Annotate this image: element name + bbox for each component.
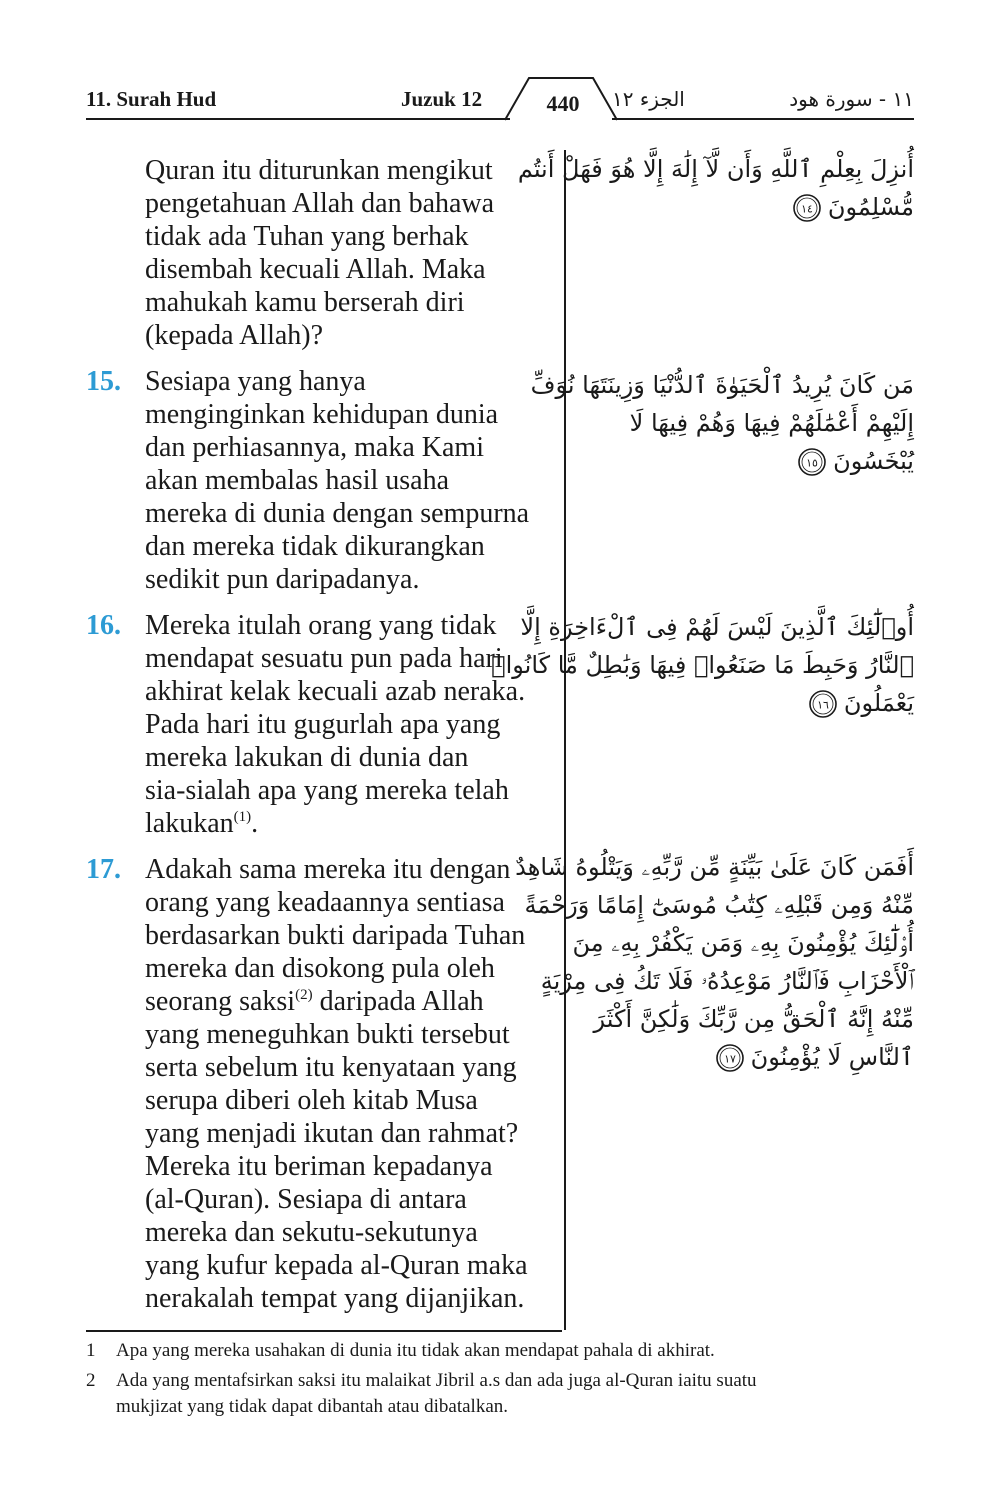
verse-number: 15.	[86, 366, 121, 397]
arabic-line: مِّنْهُ إِنَّهُ ٱلْحَقُّ مِن رَّبِّكَ وَلَٰكِنَّ أَكْثَرَ	[593, 1005, 914, 1033]
translation-line: dan mereka tidak dikurangkan	[145, 531, 485, 562]
ayah-number: ١٥	[806, 456, 819, 470]
translation-line: yang menjadi ikutan dan rahmat?	[145, 1118, 519, 1149]
arabic-line-text: ٱلنَّاسِ لَا يُؤْمِنُونَ	[750, 1043, 914, 1071]
translation-line: akan membalas hasil usaha	[145, 465, 450, 496]
ayah-number: ١٧	[723, 1052, 736, 1066]
ayah-end-marker-icon	[715, 1043, 745, 1073]
translation-line: serta sebelum itu kenyataan yang	[145, 1052, 517, 1083]
translation-text	[145, 154, 561, 352]
column-divider	[564, 150, 566, 1330]
arabic-line: مَن كَانَ يُرِيدُ ٱلْحَيَوٰةَ ٱلدُّنْيَا وَزِينَتَهَا نُوَفِّ	[530, 371, 914, 399]
footnote-1	[86, 1338, 916, 1364]
footnote-text	[116, 1338, 916, 1364]
translation-line: mereka di dunia dengan sempurna	[145, 498, 530, 529]
translation-block-16	[86, 609, 561, 840]
translation-line-with-footnote	[145, 985, 561, 1018]
translation-line: sedikit pun daripadanya.	[145, 564, 420, 595]
verse-number: 17.	[86, 854, 121, 885]
footnote-ref-1[interactable]: (1)	[233, 809, 252, 825]
verse-number: 16.	[86, 610, 121, 641]
translation-line: mahukah kamu berserah diri	[145, 287, 465, 318]
arabic-verse-17	[515, 848, 914, 1076]
translation-text	[145, 609, 561, 840]
translation-line: menginginkan kehidupan dunia	[145, 399, 499, 430]
translation-line: berdasarkan bukti daripada Tuhan	[145, 920, 526, 951]
page-number: 440	[546, 91, 580, 116]
arabic-verse-14	[517, 150, 914, 226]
translation-line: akhirat kelak kecuali azab neraka.	[145, 676, 526, 707]
arabic-line-text: مُّسْلِمُونَ	[827, 193, 914, 221]
translation-line: mereka lakukan di dunia dan	[145, 742, 469, 773]
translation-line: Mereka itu beriman kepadanya	[145, 1151, 493, 1182]
arabic-line-last	[590, 188, 914, 226]
arabic-line-text: يُبْخَسُونَ	[833, 447, 914, 475]
arabic-line: ٱلْأَحْزَابِ فَٱلنَّارُ مَوْعِدُهُۥ فَلَا تَكُ فِى مِرْيَةٍ	[540, 967, 914, 995]
translation-text	[145, 853, 561, 1315]
footnote-line: Ada yang mentafsirkan saksi itu malaikat Jibril a.s dan ada juga al-Quran iaitu suatu	[116, 1370, 757, 1391]
arabic-line-last	[590, 442, 914, 480]
translation-line: Sesiapa yang hanya	[145, 366, 366, 397]
ayah-end-marker-icon	[792, 193, 822, 223]
translation-line: mereka dan sekutu-sekutunya	[145, 1217, 478, 1248]
arabic-verse-15	[530, 366, 914, 480]
translation-line: Adakah sama mereka itu dengan	[145, 854, 511, 885]
translation-line-end: .	[251, 808, 259, 839]
translation-line: mereka dan disokong pula oleh	[145, 953, 495, 984]
header-rule-right	[612, 118, 914, 120]
translation-line: yang meneguhkan bukti tersebut	[145, 1019, 510, 1050]
ayah-end-marker-icon	[808, 689, 838, 719]
translation-line: dan perhiasannya, maka Kami	[145, 432, 484, 463]
translation-line-text: seorang saksi	[145, 986, 296, 1017]
translation-line: nerakalah tempat yang dijanjikan.	[145, 1283, 525, 1314]
arabic-line: ٱلنَّارُ وَحَبِطَ مَا صَنَعُوا۟ فِيهَا وَبَٰطِلٌ مَّا كَانُوا۟	[491, 651, 914, 679]
footnote-text	[116, 1368, 916, 1420]
footnote-line: mukjizat yang tidak dapat dibantah atau dibatalkan.	[116, 1396, 509, 1417]
arabic-line-last	[590, 1038, 914, 1076]
translation-text	[145, 365, 561, 596]
translation-line: disembah kecuali Allah. Maka	[145, 254, 486, 285]
footnote-line: Apa yang mereka usahakan di dunia itu tidak akan mendapat pahala di akhirat.	[116, 1340, 715, 1361]
translation-line-text: lakukan	[145, 808, 234, 839]
arabic-line-last	[590, 684, 914, 722]
translation-line: mendapat sesuatu pun pada hari	[145, 643, 503, 674]
ayah-end-marker-icon	[797, 447, 827, 477]
header-surah-title: 11. Surah Hud	[86, 87, 217, 111]
translation-line: tidak ada Tuhan yang berhak	[145, 221, 469, 252]
header-juz-arabic: الجزء ١٢	[612, 87, 685, 111]
footnote-ref-2[interactable]: (2)	[295, 987, 313, 1003]
translation-line-with-footnote	[145, 807, 561, 840]
header-surah-arabic: ١١ - سورة هود	[789, 87, 914, 111]
translation-line: serupa diberi oleh kitab Musa	[145, 1085, 478, 1116]
footnote-number: 1	[86, 1340, 96, 1361]
footnote-2	[86, 1368, 916, 1420]
header-juz-title: Juzuk 12	[401, 87, 483, 111]
arabic-line-text: يَعْمَلُونَ	[843, 689, 914, 717]
arabic-line: إِلَيْهِمْ أَعْمَٰلَهُمْ فِيهَا وَهُمْ فِيهَا لَا	[629, 409, 914, 437]
translation-line-text: daripada Allah	[312, 986, 484, 1017]
arabic-verse-16	[491, 608, 914, 722]
arabic-line: أُو۟لَٰٓئِكَ ٱلَّذِينَ لَيْسَ لَهُمْ فِى ٱلْءَاخِرَةِ إِلَّا	[520, 613, 914, 641]
translation-line: orang yang keadaannya sentiasa	[145, 887, 505, 918]
translation-line: (kepada Allah)?	[145, 320, 324, 351]
translation-line: Quran itu diturunkan mengikut	[145, 155, 493, 186]
translation-block-15	[86, 365, 561, 596]
translation-line: sia-sialah apa yang mereka telah	[145, 775, 509, 806]
header-rule-left	[86, 118, 510, 120]
translation-line: yang kufur kepada al-Quran maka	[145, 1250, 528, 1281]
translation-line: (al-Quran). Sesiapa di antara	[145, 1184, 467, 1215]
translation-line: pengetahuan Allah dan bahawa	[145, 188, 495, 219]
translation-block-14-continued	[86, 154, 561, 352]
translation-line: Mereka itulah orang yang tidak	[145, 610, 497, 641]
arabic-line: أَفَمَن كَانَ عَلَىٰ بَيِّنَةٍ مِّن رَّبِّهِۦ وَيَتْلُوهُ شَاهِدٌ	[515, 853, 914, 881]
arabic-line: أُنزِلَ بِعِلْمِ ٱللَّهِ وَأَن لَّآ إِلَٰهَ إِلَّا هُوَ فَهَلْ أَنتُم	[517, 155, 914, 183]
translation-line: Pada hari itu gugurlah apa yang	[145, 709, 501, 740]
ayah-number: ١٦	[816, 698, 829, 712]
arabic-line: مِّنْهُ وَمِن قَبْلِهِۦ كِتَٰبُ مُوسَىٰٓ إِمَامًا وَرَحْمَةً	[524, 891, 914, 919]
footnote-rule	[86, 1330, 562, 1332]
footnote-number: 2	[86, 1370, 96, 1391]
ayah-number: ١٤	[800, 202, 813, 216]
arabic-line: أُو۟لَٰٓئِكَ يُؤْمِنُونَ بِهِۦ وَمَن يَكْفُرْ بِهِۦ مِنَ	[572, 929, 914, 957]
translation-block-17	[86, 853, 561, 1315]
